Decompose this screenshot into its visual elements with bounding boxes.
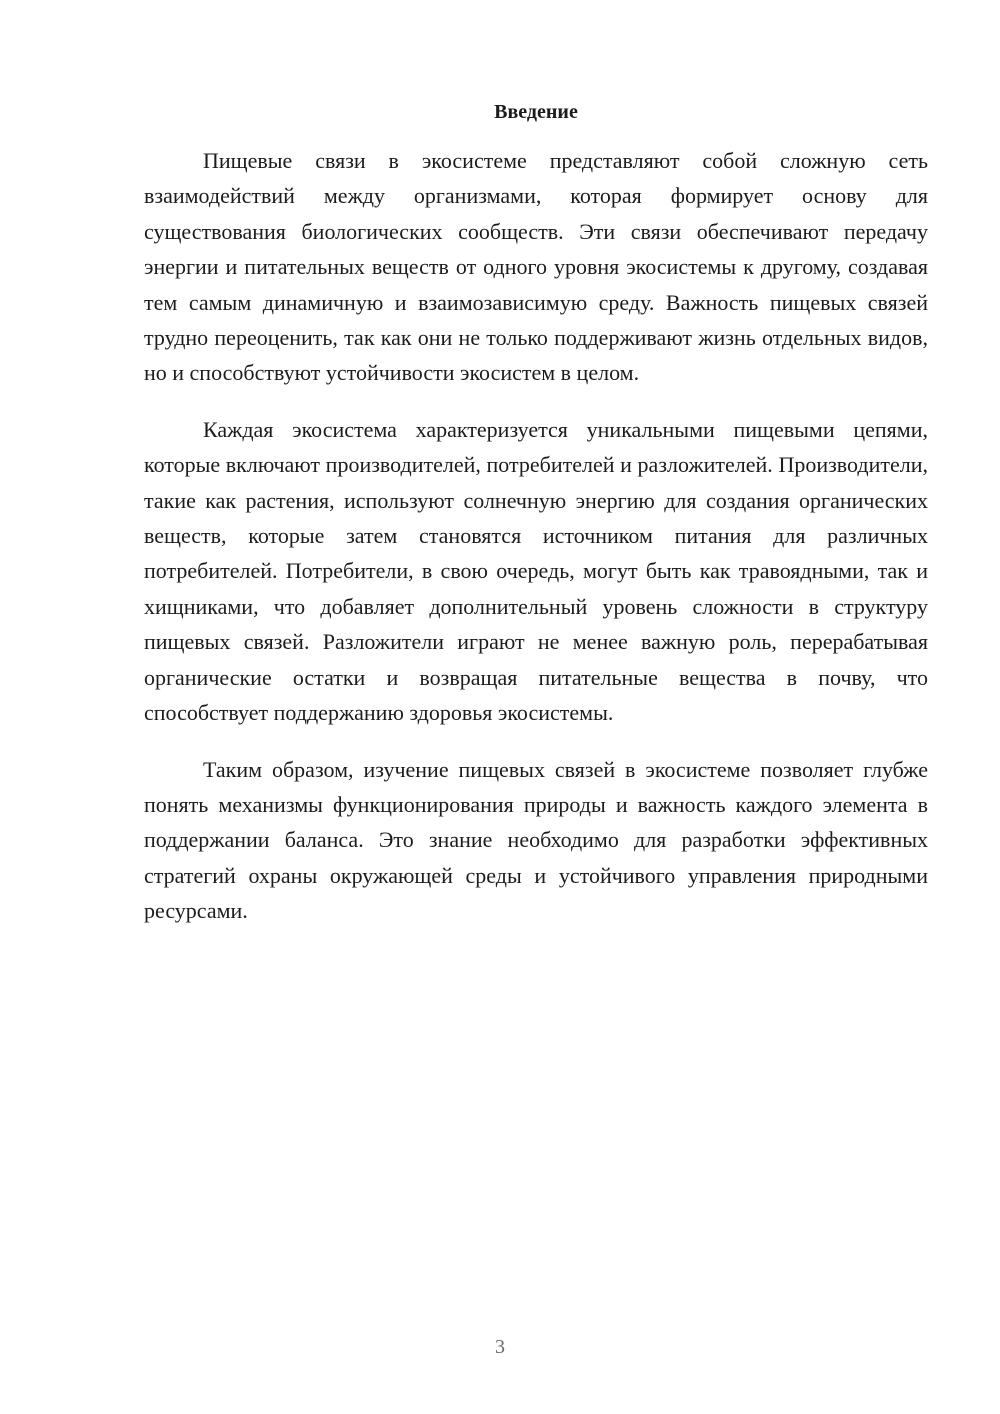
paragraph-2: Каждая экосистема характеризуется уникальными пищевыми цепями, которые включают производителей, потребителей и разложителей. Производители, такие как растения, используют солнечную энергию для создания органических веществ, которые затем становятся источником питания для различных потребителей. Потребители, в свою очередь, могут быть как травоядными, так и хищниками, что добавляет дополнительный уровень сложности в структуру пищевых связей. Разложители играют не менее важную роль, перерабатывая органические остатки и возвращая питательные вещества в почву, что способствует поддержанию здоровья экосистемы.	[144, 416, 928, 726]
section-heading: Введение	[494, 101, 578, 123]
paragraph-1: Пищевые связи в экосистеме представляют собой сложную сеть взаимодействий между организмами, которая формирует основу для существования биологических сообществ. Эти связи обеспечивают передачу энергии и питательных веществ от одного уровня экосистемы к другому, создавая тем самым динамичную и взаимозависимую среду. Важность пищевых связей трудно переоценить, так как они не только поддерживают жизнь отдельных видов, но и способствуют устойчивости экосистем в целом.	[144, 148, 928, 386]
paragraph-3: Таким образом, изучение пищевых связей в экосистеме позволяет глубже понять механизмы функционирования природы и важность каждого элемента в поддержании баланса. Это знание необходимо для разработки эффективных стратегий охраны окружающей среды и устойчивого управления природными ресурсами.	[144, 756, 928, 924]
body-text	[144, 143, 928, 950]
page-number: 3	[495, 1336, 505, 1358]
